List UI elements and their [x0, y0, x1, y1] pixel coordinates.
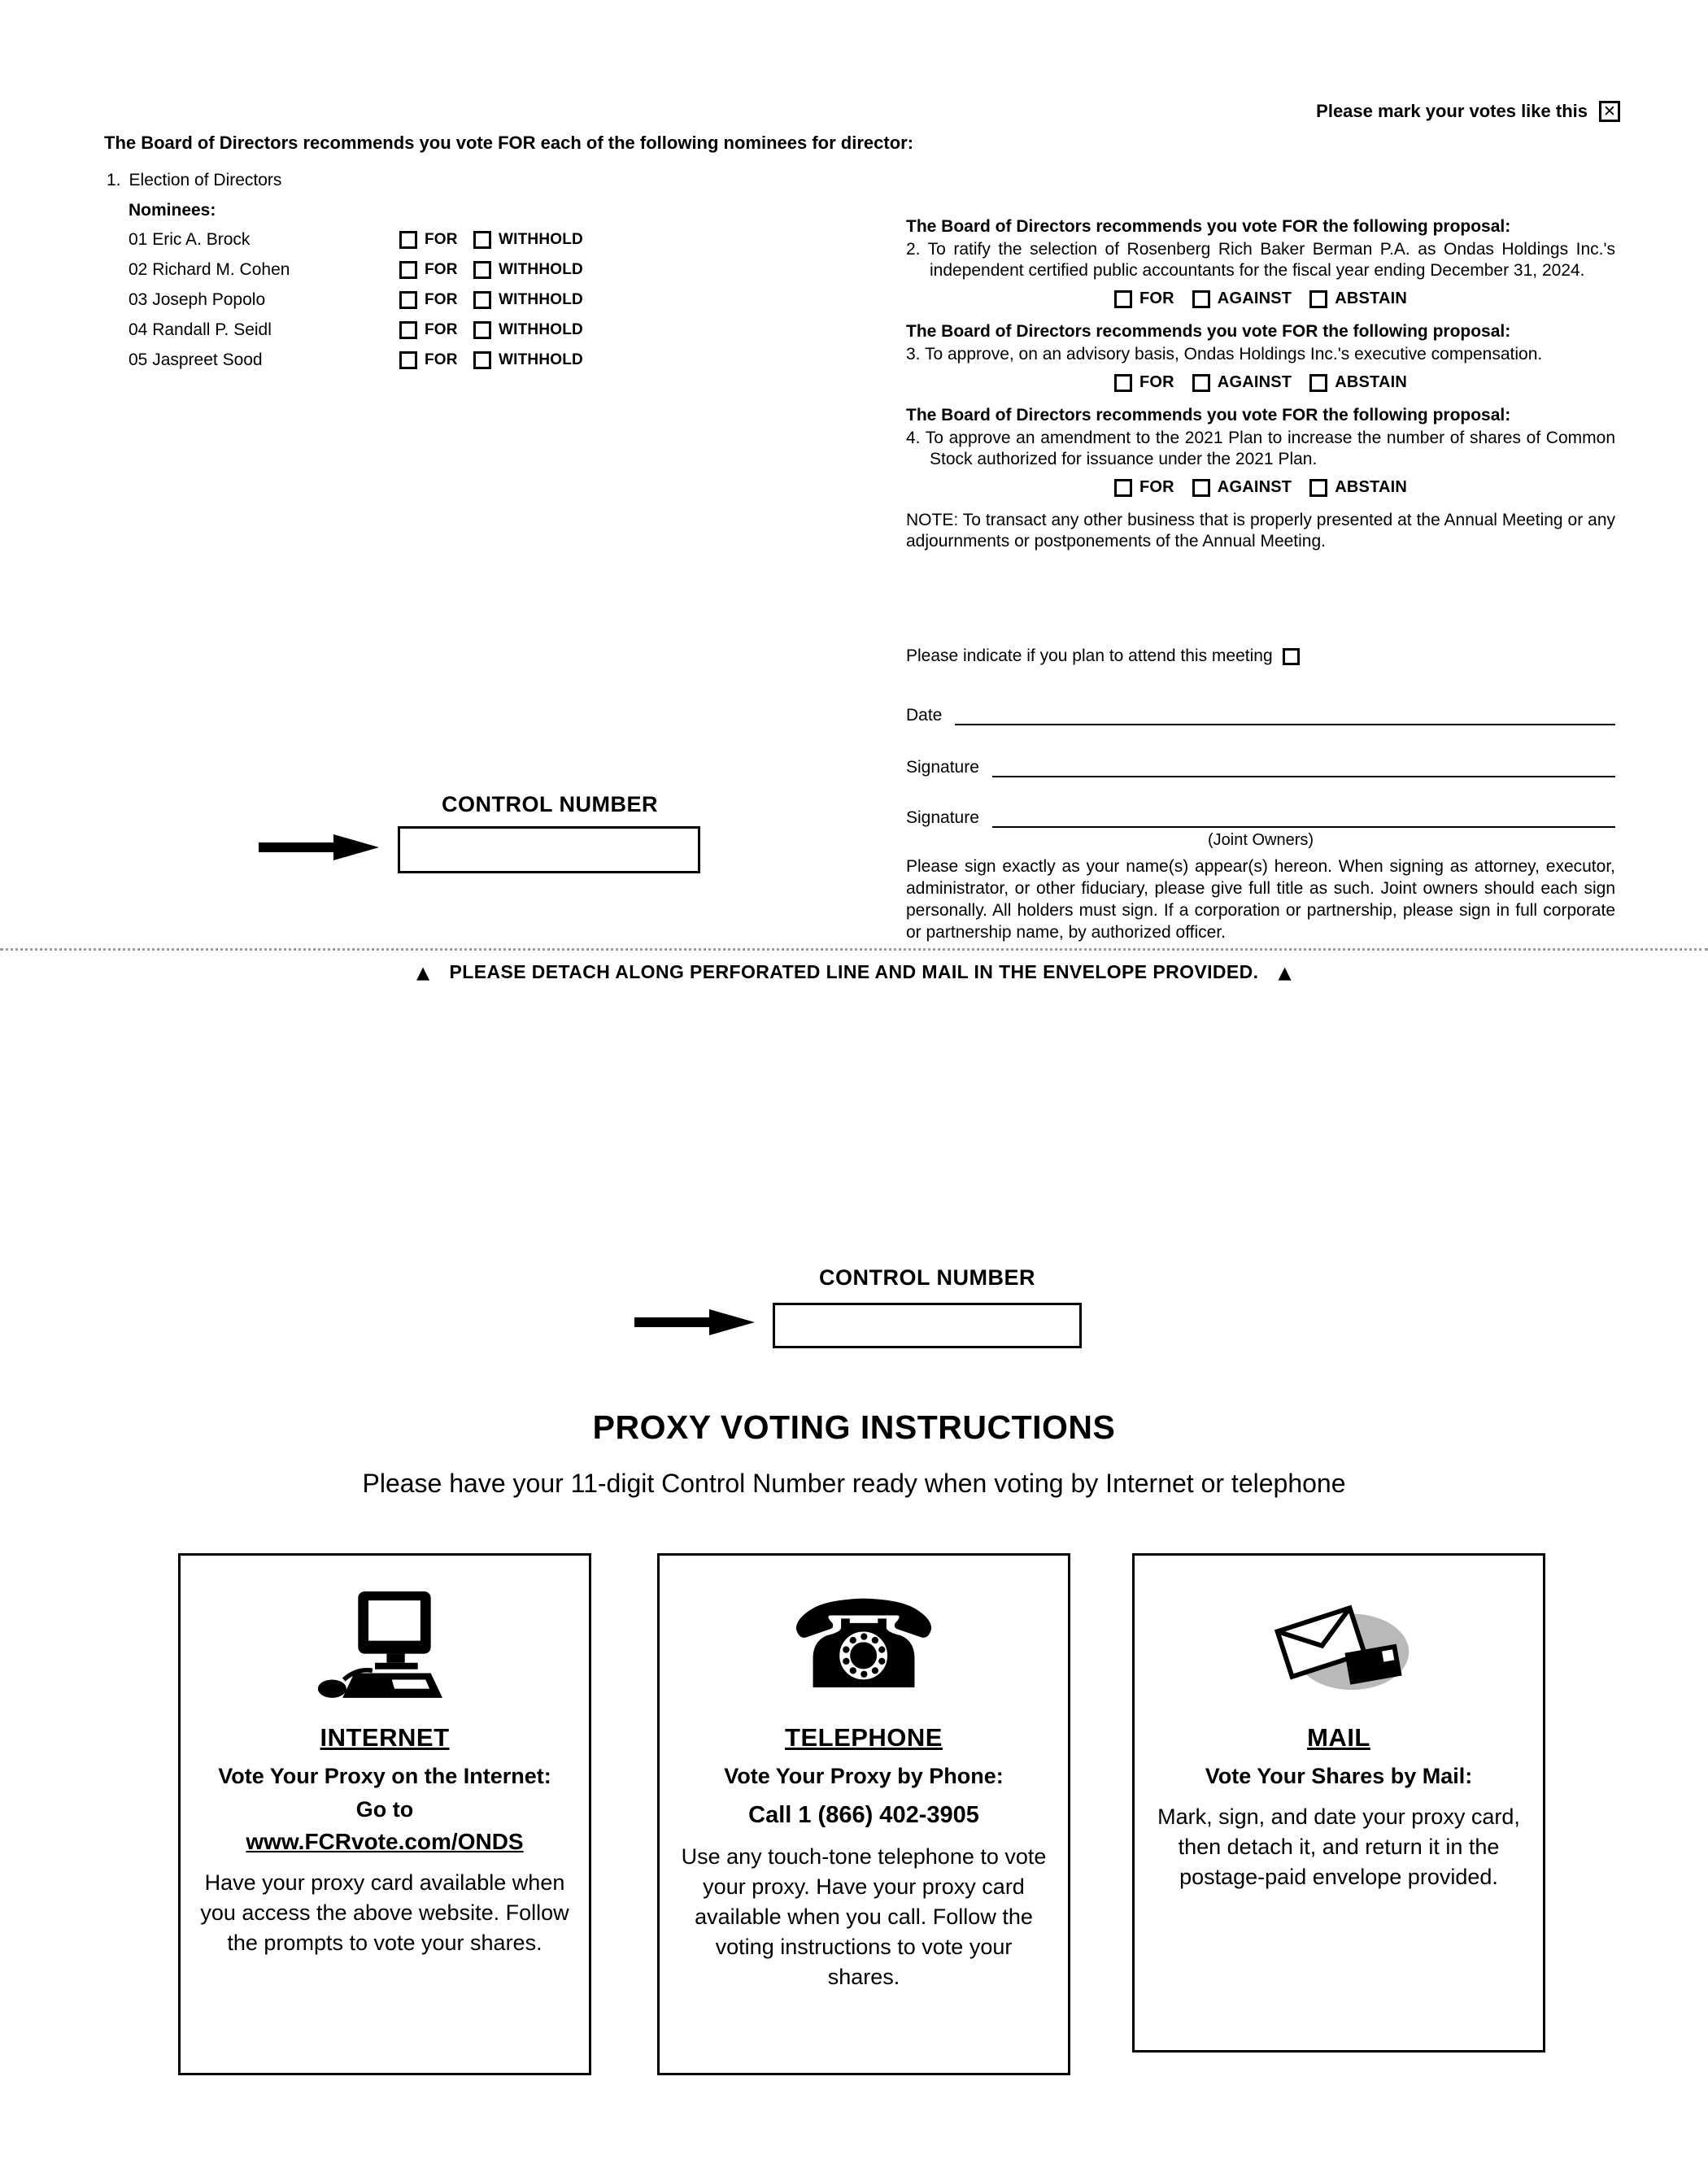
proposal-text: 4. To approve an amendment to the 2021 Plan to increase the number of shares of Common Stock authorized for issuance under the 2021 Plan.: [906, 429, 1615, 468]
signature-line[interactable]: [992, 756, 1615, 777]
telephone-subtitle: Vote Your Proxy by Phone:: [724, 1764, 1004, 1788]
proposal-heading: The Board of Directors recommends you vote FOR the following proposal:: [906, 406, 1511, 424]
option-against: [1192, 373, 1292, 392]
marked-checkbox-icon: [1599, 101, 1620, 122]
nominees-label: Nominees:: [129, 201, 216, 220]
nominee-name: 01 Eric A. Brock: [129, 229, 251, 249]
mail-body-text: Mark, sign, and date your proxy card, then detach it, and return it in the postage-paid envelope provided.: [1157, 1804, 1520, 1889]
attend-checkbox[interactable]: [1283, 648, 1300, 665]
proposal-options: [906, 289, 1615, 308]
telephone-glyph: ☎: [787, 1575, 940, 1717]
signature-line-joint[interactable]: [992, 807, 1615, 828]
against-checkbox[interactable]: [1192, 479, 1210, 497]
directors-heading: The Board of Directors recommends you vote FOR each of the following nominees for director:: [104, 133, 914, 153]
telephone-body-text: Use any touch-tone telephone to vote your proxy. Have your proxy card available when you call. Follow the voting instructions to vote your shares.: [681, 1844, 1047, 1989]
abstain-label: ABSTAIN: [1335, 289, 1408, 307]
internet-body-text: Have your proxy card available when you access the above website. Follow the prompts to vote your shares.: [200, 1870, 569, 1955]
note-text: NOTE: To transact any other business that is properly presented at the Annual Meeting or any adjournments or postponements of the Annual Meeting.: [906, 511, 1615, 551]
abstain-checkbox[interactable]: [1309, 374, 1327, 392]
mark-votes-label: Please mark your votes like this: [1316, 101, 1588, 121]
arrow-right-icon: [259, 833, 381, 866]
proposal-heading: The Board of Directors recommends you vote FOR the following proposal:: [906, 322, 1511, 341]
proposal-3: [906, 321, 1615, 392]
proposal-heading: The Board of Directors recommends you vote FOR the following proposal:: [906, 217, 1511, 236]
nominee-name: 04 Randall P. Seidl: [129, 320, 272, 339]
option-for: [1114, 373, 1174, 392]
voting-url: www.FCRvote.com/ONDS: [246, 1829, 524, 1854]
mail-title: MAIL: [1307, 1723, 1370, 1752]
withhold-label: WITHHOLD: [499, 320, 583, 338]
for-label: FOR: [425, 290, 458, 308]
triangle-up-icon: ▲: [1278, 963, 1292, 982]
for-label: FOR: [1139, 289, 1174, 307]
against-checkbox[interactable]: [1192, 374, 1210, 392]
attend-label: Please indicate if you plan to attend this meeting: [906, 646, 1273, 665]
nominee-row-02: [129, 255, 583, 285]
mail-icon: [1261, 1582, 1416, 1710]
for-checkbox[interactable]: [399, 291, 417, 309]
abstain-checkbox[interactable]: [1309, 479, 1327, 497]
signature-label: Signature: [906, 808, 979, 827]
for-label: FOR: [425, 320, 458, 338]
for-checkbox[interactable]: [1114, 479, 1132, 497]
internet-method-box: [178, 1553, 591, 2075]
proposal-text: 2. To ratify the selection of Rosenberg Rich Baker Berman P.A. as Ondas Holdings Inc.'s independent certified public accountants for the fiscal year ending December 31, 2024.: [906, 240, 1615, 280]
option-abstain: [1309, 478, 1407, 497]
for-checkbox[interactable]: [399, 321, 417, 339]
telephone-icon: [787, 1575, 940, 1717]
abstain-checkbox[interactable]: [1309, 290, 1327, 308]
withhold-label: WITHHOLD: [499, 290, 583, 308]
internet-subtitle: Vote Your Proxy on the Internet:: [218, 1764, 551, 1788]
phone-number: Call 1 (866) 402-3905: [748, 1802, 979, 1828]
nominee-list: [129, 224, 583, 375]
against-label: AGAINST: [1217, 289, 1292, 307]
withhold-checkbox[interactable]: [473, 321, 491, 339]
nominee-name: 02 Richard M. Cohen: [129, 259, 290, 279]
proposal-4: [906, 405, 1615, 497]
nominee-name: 05 Jaspreet Sood: [129, 350, 263, 369]
withhold-checkbox[interactable]: [473, 261, 491, 279]
perforation-line: [0, 948, 1708, 951]
detach-instruction: [0, 961, 1708, 983]
page-title: PROXY VOTING INSTRUCTIONS: [592, 1408, 1116, 1446]
signature-instructions: Please sign exactly as your name(s) appear(s) hereon. When signing as attorney, executor, administrator, or other fiduciary, please give full title as such. Joint owners should each sign personally. All holders must sign. If a corporation or partnership, please sign in full corporate or partnership name, by authorized officer.: [906, 857, 1615, 942]
signature-row-2: [906, 807, 1615, 828]
for-checkbox[interactable]: [399, 351, 417, 369]
attend-meeting-row: [906, 646, 1300, 666]
control-number-label-bottom: CONTROL NUMBER: [819, 1265, 1035, 1290]
for-label: FOR: [1139, 373, 1174, 391]
against-label: AGAINST: [1217, 373, 1292, 391]
withhold-checkbox[interactable]: [473, 351, 491, 369]
for-label: FOR: [425, 230, 458, 248]
control-number-box-top[interactable]: [398, 826, 700, 873]
mail-subtitle: Vote Your Shares by Mail:: [1205, 1764, 1473, 1788]
option-abstain: [1309, 289, 1407, 308]
against-checkbox[interactable]: [1192, 290, 1210, 308]
mail-method-box: [1132, 1553, 1545, 2053]
for-checkbox[interactable]: [399, 261, 417, 279]
option-against: [1192, 478, 1292, 497]
control-number-box-bottom[interactable]: [773, 1303, 1082, 1348]
internet-title: INTERNET: [320, 1723, 450, 1752]
item-title: Election of Directors: [129, 171, 282, 189]
signature-row-1: [906, 756, 1615, 777]
for-label: FOR: [425, 350, 458, 368]
for-checkbox[interactable]: [399, 231, 417, 249]
option-abstain: [1309, 373, 1407, 392]
for-checkbox[interactable]: [1114, 374, 1132, 392]
option-for: [1114, 289, 1174, 308]
withhold-label: WITHHOLD: [499, 260, 583, 278]
nominee-name: 03 Joseph Popolo: [129, 289, 266, 309]
x-mark-glyph: ✕: [1603, 102, 1616, 120]
proposals-column: [906, 216, 1615, 552]
telephone-method-box: [657, 1553, 1070, 2075]
detach-text: PLEASE DETACH ALONG PERFORATED LINE AND MAIL IN THE ENVELOPE PROVIDED.: [449, 961, 1259, 982]
page-subtitle: Please have your 11-digit Control Number ready when voting by Internet or telephone: [362, 1469, 1346, 1498]
telephone-title: TELEPHONE: [785, 1723, 943, 1752]
item-number: 1.: [107, 171, 121, 189]
triangle-up-icon: ▲: [416, 963, 430, 982]
joint-owners-label: (Joint Owners): [1207, 831, 1314, 849]
for-label: FOR: [425, 260, 458, 278]
proposal-2: [906, 216, 1615, 308]
date-label: Date: [906, 706, 943, 725]
for-label: FOR: [1139, 478, 1174, 496]
nominee-row-04: [129, 315, 583, 345]
abstain-label: ABSTAIN: [1335, 478, 1408, 496]
option-against: [1192, 289, 1292, 308]
nominee-row-05: [129, 345, 583, 375]
against-label: AGAINST: [1217, 478, 1292, 496]
go-to-label: Go to: [355, 1797, 414, 1822]
computer-icon: [316, 1582, 453, 1710]
proposal-options: [906, 478, 1615, 497]
withhold-label: WITHHOLD: [499, 350, 583, 368]
withhold-checkbox[interactable]: [473, 291, 491, 309]
mark-votes-instruction: [1316, 101, 1620, 122]
for-checkbox[interactable]: [1114, 290, 1132, 308]
control-number-label-top: CONTROL NUMBER: [442, 792, 658, 816]
date-row: [906, 704, 1615, 725]
date-line[interactable]: [955, 704, 1615, 725]
election-of-directors: [107, 171, 281, 190]
abstain-label: ABSTAIN: [1335, 373, 1408, 391]
option-for: [1114, 478, 1174, 497]
nominee-row-01: [129, 224, 583, 255]
withhold-label: WITHHOLD: [499, 230, 583, 248]
proposal-text: 3. To approve, on an advisory basis, Ondas Holdings Inc.'s executive compensation.: [906, 345, 1543, 364]
withhold-checkbox[interactable]: [473, 231, 491, 249]
arrow-right-icon: [634, 1308, 756, 1341]
nominee-row-03: [129, 285, 583, 315]
signature-label: Signature: [906, 758, 979, 777]
proposal-options: [906, 373, 1615, 392]
